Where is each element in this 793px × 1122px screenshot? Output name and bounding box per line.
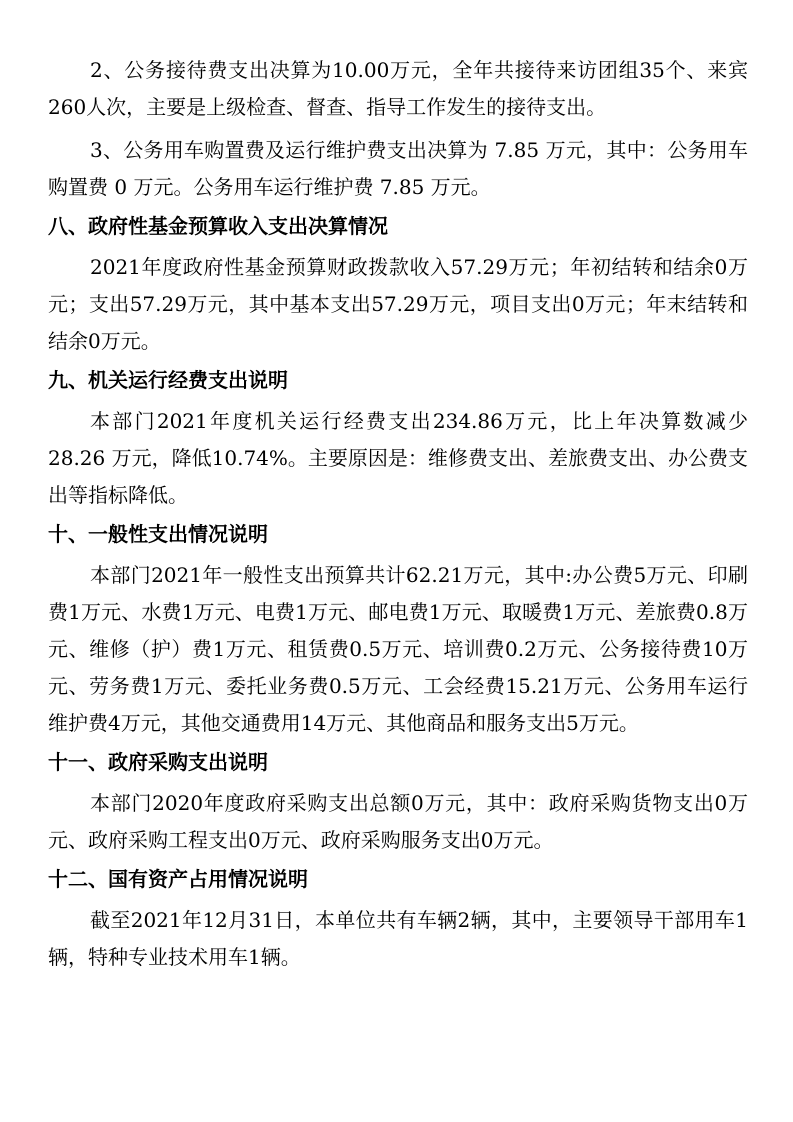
paragraph-operating-expense: 本部门2021年度机关运行经费支出234.86万元，比上年决算数减少 28.26 万元，降低10.74%。主要原因是：维修费支出、差旅费支出、办公费支出等指标降低。: [48, 409, 748, 507]
paragraph-procurement: 本部门2020年度政府采购支出总额0万元，其中：政府采购货物支出0万元、政府采购工程支出0万元、政府采购服务支出0万元。: [48, 791, 748, 852]
heading-government-fund: 八、政府性基金预算收入支出决算情况: [48, 214, 388, 238]
heading-operating-expense: 九、机关运行经费支出说明: [48, 368, 288, 392]
heading-procurement: 十一、政府采购支出说明: [48, 750, 268, 774]
heading-state-assets: 十二、国有资产占用情况说明: [48, 867, 308, 891]
paragraph-government-fund: 2021年度政府性基金预算财政拨款收入57.29万元；年初结转和结余0万元；支出57.29万元，其中基本支出57.29万元，项目支出0万元；年末结转和结余0万元。: [48, 255, 748, 353]
paragraph-state-assets: 截至2021年12月31日，本单位共有车辆2辆，其中，主要领导干部用车1辆，特种专业技术用车1辆。: [48, 908, 748, 969]
paragraph-reception-expense: 2、公务接待费支出决算为10.00万元，全年共接待来访团组35个、来宾260人次，主要是上级检查、督查、指导工作发生的接待支出。: [48, 58, 748, 119]
document-page: [48, 52, 748, 976]
paragraph-vehicle-expense: 3、公务用车购置费及运行维护费支出决算为 7.85 万元，其中：公务用车购置费 0 万元。公务用车运行维护费 7.85 万元。: [48, 138, 748, 199]
paragraph-general-expense: 本部门2021年一般性支出预算共计62.21万元，其中:办公费5万元、印刷费1万元、水费1万元、电费1万元、邮电费1万元、取暖费1万元、差旅费0.8万元、维修（护）费1万元、租赁费0.5万元、培训费0.2万元、公务接待费10万元、劳务费1万元、委托业务费0.5万元、工会经费15.21万元、公务用车运行维护费4万元，其他交通费用14万元、其他商品和服务支出5万元。: [48, 563, 748, 735]
heading-general-expense: 十、一般性支出情况说明: [48, 522, 268, 546]
